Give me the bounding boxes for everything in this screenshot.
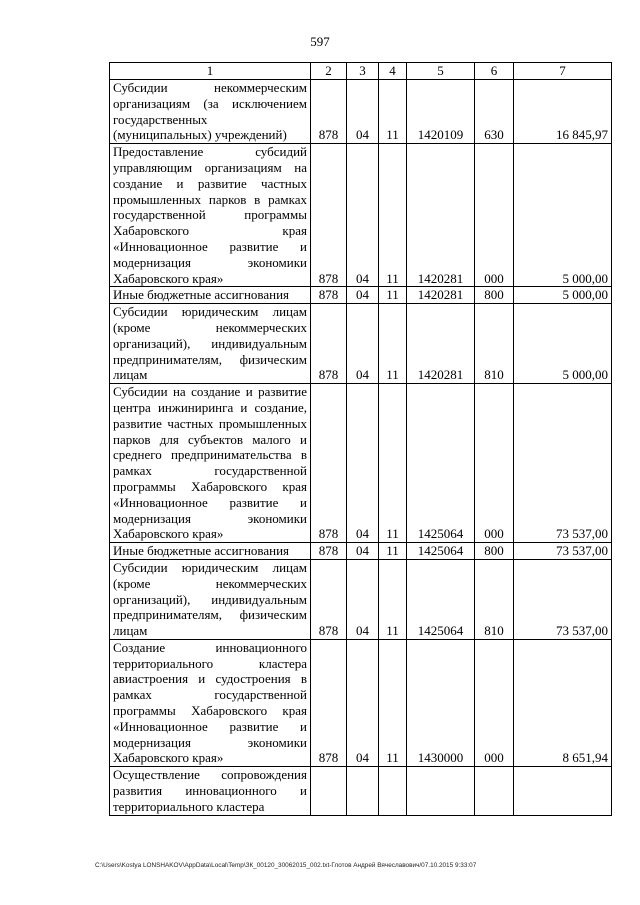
code-cell: 1420281 (407, 144, 475, 287)
item-name: Иные бюджетные ассигнования (110, 287, 311, 304)
header-cell: 3 (347, 63, 379, 80)
item-name: Субсидии некоммерческим организациям (за исключением государственных (муниципальных) учреждений) (110, 80, 311, 144)
code-cell: 04 (347, 639, 379, 766)
code-cell: 878 (311, 287, 347, 304)
header-cell: 1 (110, 63, 311, 80)
code-cell: 11 (379, 287, 407, 304)
code-cell: 630 (475, 80, 514, 144)
code-cell: 000 (475, 144, 514, 287)
code-cell: 1425064 (407, 559, 475, 639)
code-cell (407, 767, 475, 815)
amount-cell: 73 537,00 (514, 559, 612, 639)
item-name: Создание инновационного территориального кластера авиастроения и судостроения в рамках государственной программы Хабаровского края «Инновационное развитие и модернизация экономики Хабаровского края» (110, 639, 311, 766)
code-cell: 04 (347, 304, 379, 384)
header-cell: 5 (407, 63, 475, 80)
amount-cell: 5 000,00 (514, 287, 612, 304)
code-cell: 04 (347, 80, 379, 144)
code-cell: 878 (311, 144, 347, 287)
code-cell: 878 (311, 304, 347, 384)
table-row (110, 80, 612, 144)
table-row (110, 639, 612, 766)
code-cell: 810 (475, 304, 514, 384)
code-cell (347, 767, 379, 815)
code-cell: 04 (347, 384, 379, 543)
amount-cell: 16 845,97 (514, 80, 612, 144)
code-cell: 800 (475, 287, 514, 304)
code-cell: 11 (379, 304, 407, 384)
code-cell: 11 (379, 639, 407, 766)
table-row (110, 144, 612, 287)
item-name: Субсидии юридическим лицам (кроме некоммерческих организаций), индивидуальным предпринимателям, физическим лицам (110, 304, 311, 384)
table-row (110, 384, 612, 543)
code-cell: 04 (347, 543, 379, 560)
code-cell: 000 (475, 384, 514, 543)
code-cell: 11 (379, 144, 407, 287)
table-header-row (110, 63, 612, 80)
table-row (110, 559, 612, 639)
table-row (110, 767, 612, 815)
item-name: Осуществление сопровождения развития инновационного и территориального кластера (110, 767, 311, 815)
table-row (110, 287, 612, 304)
header-cell: 6 (475, 63, 514, 80)
code-cell (475, 767, 514, 815)
code-cell: 1420281 (407, 287, 475, 304)
item-name: Предоставление субсидий управляющим организациям на создание и развитие частных промышленных парков в рамках государственной программы Хабаровского края «Инновационное развитие и модернизация экономики Хабаровского края» (110, 144, 311, 287)
code-cell: 04 (347, 287, 379, 304)
code-cell: 878 (311, 543, 347, 560)
code-cell: 11 (379, 559, 407, 639)
header-cell: 4 (379, 63, 407, 80)
page-number: 597 (310, 34, 330, 49)
item-name: Субсидии юридическим лицам (кроме некоммерческих организаций), индивидуальным предпринимателям, физическим лицам (110, 559, 311, 639)
amount-cell: 73 537,00 (514, 384, 612, 543)
code-cell: 11 (379, 543, 407, 560)
table-row (110, 304, 612, 384)
code-cell: 1420281 (407, 304, 475, 384)
amount-cell: 8 651,94 (514, 639, 612, 766)
code-cell: 878 (311, 639, 347, 766)
code-cell: 1425064 (407, 384, 475, 543)
code-cell: 000 (475, 639, 514, 766)
item-name: Иные бюджетные ассигнования (110, 543, 311, 560)
file-path-footer: C:\Users\Kostya LONSHAKOV\AppData\Local\Temp\ЗК_00120_30062015_002.txt-Глотов Андрей Вячеславович/07.10.2015 9:33:07 (95, 862, 477, 869)
code-cell: 878 (311, 80, 347, 144)
code-cell (311, 767, 347, 815)
code-cell: 878 (311, 559, 347, 639)
amount-cell: 5 000,00 (514, 304, 612, 384)
code-cell: 800 (475, 543, 514, 560)
code-cell: 878 (311, 384, 347, 543)
item-name: Субсидии на создание и развитие центра инжиниринга и создание, развитие частных промышленных парков для субъектов малого и среднего предпринимательства в рамках государственной программы Хабаровского края «Инновационное развитие и модернизация экономики Хабаровского края» (110, 384, 311, 543)
code-cell: 1430000 (407, 639, 475, 766)
code-cell (379, 767, 407, 815)
code-cell: 1420109 (407, 80, 475, 144)
table-row (110, 543, 612, 560)
amount-cell: 5 000,00 (514, 144, 612, 287)
header-cell: 7 (514, 63, 612, 80)
code-cell: 04 (347, 144, 379, 287)
code-cell: 04 (347, 559, 379, 639)
budget-table (109, 62, 612, 816)
code-cell: 810 (475, 559, 514, 639)
code-cell: 1425064 (407, 543, 475, 560)
code-cell: 11 (379, 80, 407, 144)
amount-cell: 73 537,00 (514, 543, 612, 560)
amount-cell (514, 767, 612, 815)
code-cell: 11 (379, 384, 407, 543)
header-cell: 2 (311, 63, 347, 80)
